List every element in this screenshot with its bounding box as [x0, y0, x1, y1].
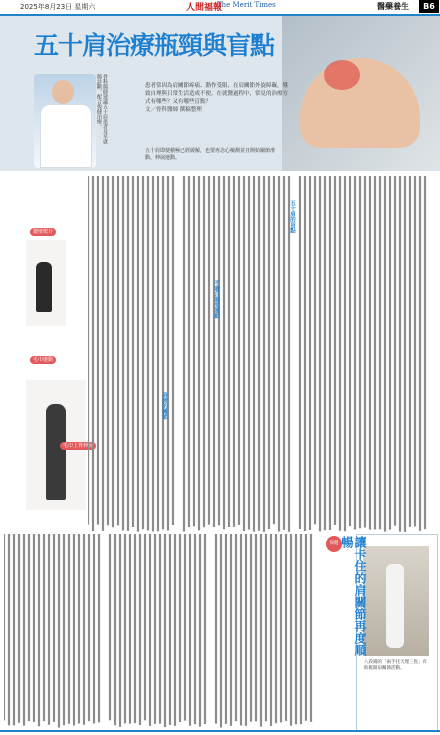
newspaper-logo-en: The Merit Times [217, 1, 276, 9]
exercise-tag-1 [30, 218, 56, 237]
section-name: 醫藥養生 [377, 2, 409, 11]
page-number: B6 [419, 0, 439, 13]
pain-highlight [324, 60, 360, 90]
sidebar-caption: 八段錦的「兩手托天理三焦」有助鬆開肩關節活動。 [364, 660, 427, 671]
doctor-coat [40, 104, 92, 168]
issue-date: 2025年8月23日 星期六 [20, 3, 96, 11]
exercise-person-2 [46, 404, 66, 500]
subhead-3: 肩膀的關節 [161, 392, 167, 420]
subhead-2: 不適合過度運動 [213, 280, 219, 319]
article-body-text [88, 176, 434, 532]
exercise-tag-1-label: 牆壁爬升 [30, 228, 56, 236]
doctor-head [52, 80, 74, 104]
text-lines [88, 176, 425, 532]
sidebar-tag: 保健 [326, 536, 342, 552]
headline: 五十肩治療瓶頸與盲點 [34, 31, 275, 60]
bottom-rule [0, 730, 440, 732]
doctor-caption: 骨科醫師建議五十肩患者及早就醫診斷，配合復健治療。 [96, 74, 108, 144]
exercise-tag-2 [30, 346, 56, 365]
exercise-person-1 [36, 262, 52, 312]
exercise-tag-2-label: 毛巾運動 [30, 356, 56, 364]
sidebar-person [386, 564, 404, 648]
subhead-1: 五十肩的盲點 [289, 200, 295, 233]
text-lines-lower [4, 534, 311, 728]
sidebar-title: 讓卡住的肩關節再度順暢 [340, 536, 367, 656]
hero-caption: 五十肩即使積極已經緩解，也要再念心檢測並且開始關節滑動、伸展運動。 [145, 148, 276, 161]
lead-text: 患者常因為肩關節疼痛、動作受限、在肩關節外旋障礙，導致自理與日常生活造成不便。在就醫過程中，常見的治療方式有哪些？又有哪些盲點？ [145, 83, 289, 105]
lead-paragraph [145, 82, 291, 114]
newspaper-logo: 人間福報 [186, 3, 223, 13]
exercise-tag-3-label: 毛巾上背伸展 [60, 442, 96, 450]
lower-article-text [4, 534, 324, 728]
byline: 文／骨科醫師 撰稿整理 [145, 107, 202, 113]
